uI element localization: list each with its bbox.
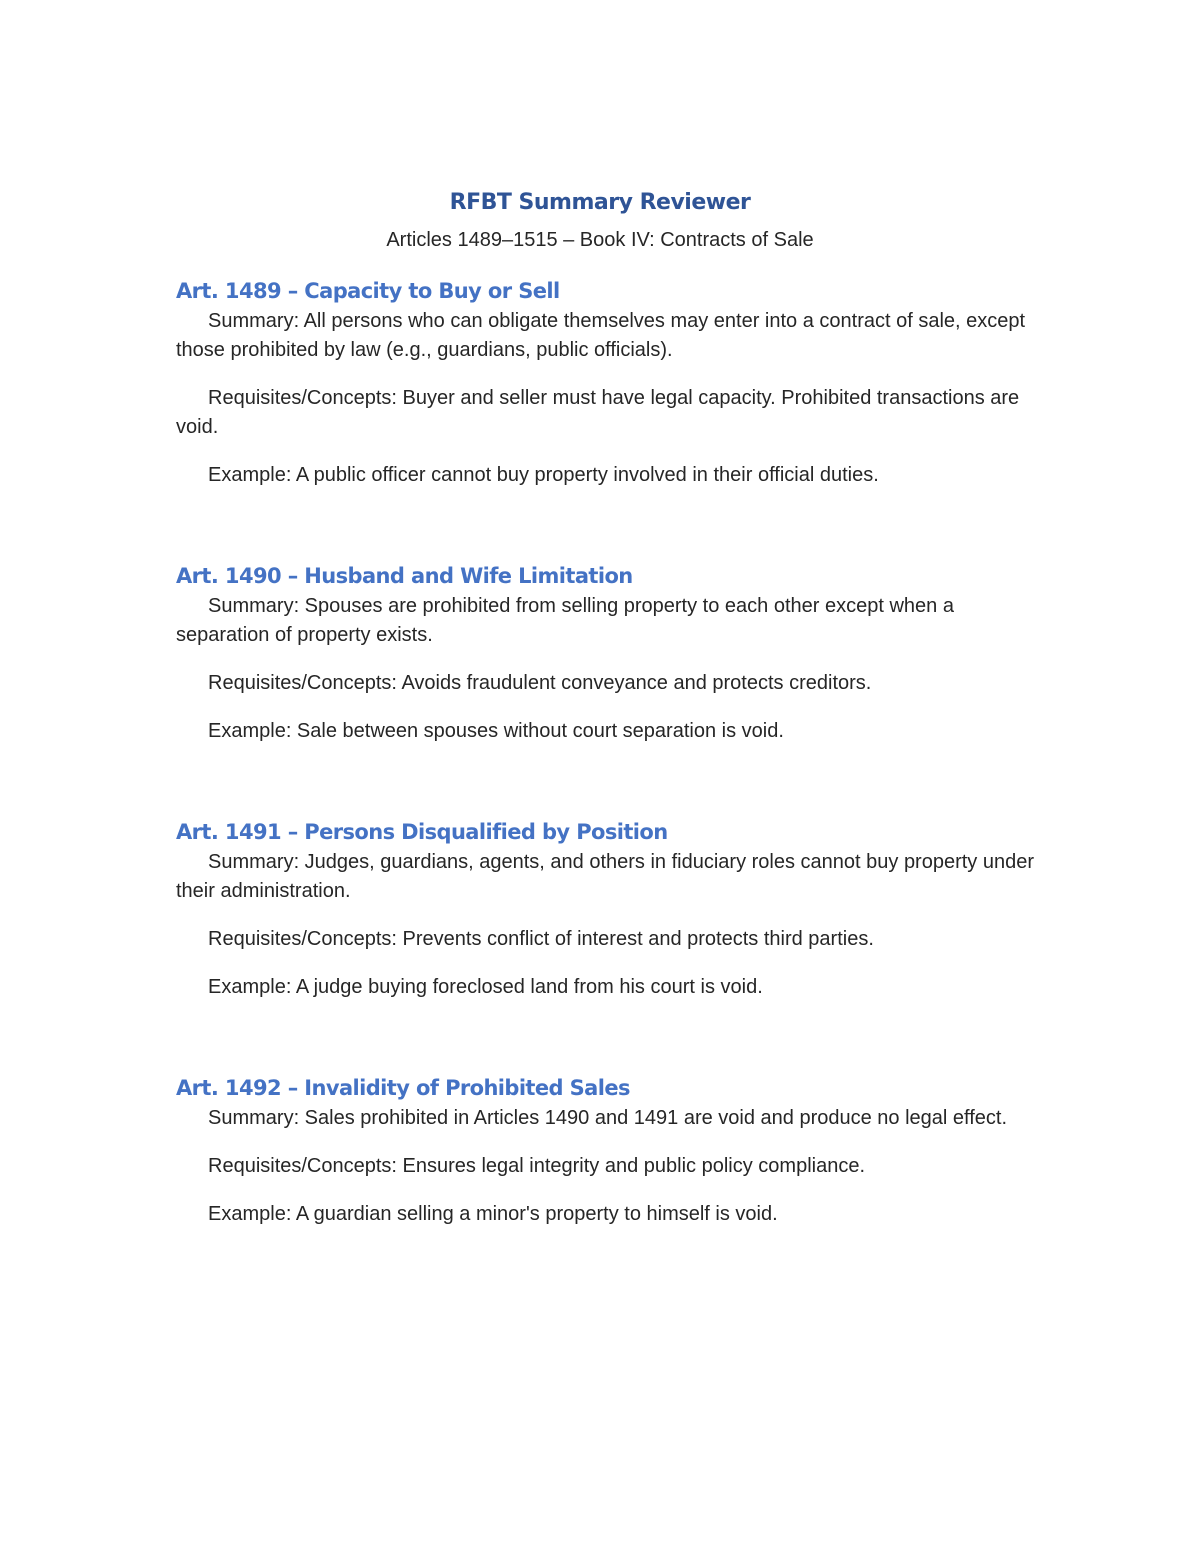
article-summary: Summary: Sales prohibited in Articles 1490 and 1491 are void and produce no legal effect. — [208, 1107, 1008, 1129]
article-requisites: Requisites/Concepts: Ensures legal integrity and public policy compliance. — [208, 1155, 866, 1177]
article-example: Example: A guardian selling a minor's property to himself is void. — [208, 1203, 778, 1225]
article-requisites: Requisites/Concepts: Buyer and seller must have legal capacity. Prohibited transactions are void. — [176, 387, 1020, 438]
document-title: RFBT Summary Reviewer — [449, 190, 751, 215]
article-requisites: Requisites/Concepts: Prevents conflict of interest and protects third parties. — [208, 928, 874, 950]
article-1489 — [176, 277, 1036, 509]
article-1492 — [176, 1074, 1036, 1248]
article-heading: Art. 1492 – Invalidity of Prohibited Sales — [176, 1076, 630, 1100]
document-subtitle: Articles 1489–1515 – Book IV: Contracts of Sale — [386, 229, 814, 251]
article-example: Example: A judge buying foreclosed land from his court is void. — [208, 976, 763, 998]
article-requisites: Requisites/Concepts: Avoids fraudulent conveyance and protects creditors. — [208, 672, 872, 694]
article-heading: Art. 1490 – Husband and Wife Limitation — [176, 564, 633, 588]
article-1491 — [176, 818, 1036, 1021]
article-heading: Art. 1491 – Persons Disqualified by Position — [176, 820, 668, 844]
article-summary: Summary: Spouses are prohibited from selling property to each other except when a separation of property exists. — [176, 595, 954, 646]
article-summary: Summary: Judges, guardians, agents, and others in fiduciary roles cannot buy property under their administration. — [176, 851, 1035, 902]
article-example: Example: Sale between spouses without court separation is void. — [208, 720, 784, 742]
article-1490 — [176, 562, 1036, 765]
article-summary: Summary: All persons who can obligate themselves may enter into a contract of sale, except those prohibited by law (e.g., guardians, public officials). — [176, 310, 1026, 361]
article-heading: Art. 1489 – Capacity to Buy or Sell — [176, 279, 560, 303]
article-example: Example: A public officer cannot buy property involved in their official duties. — [208, 464, 879, 486]
